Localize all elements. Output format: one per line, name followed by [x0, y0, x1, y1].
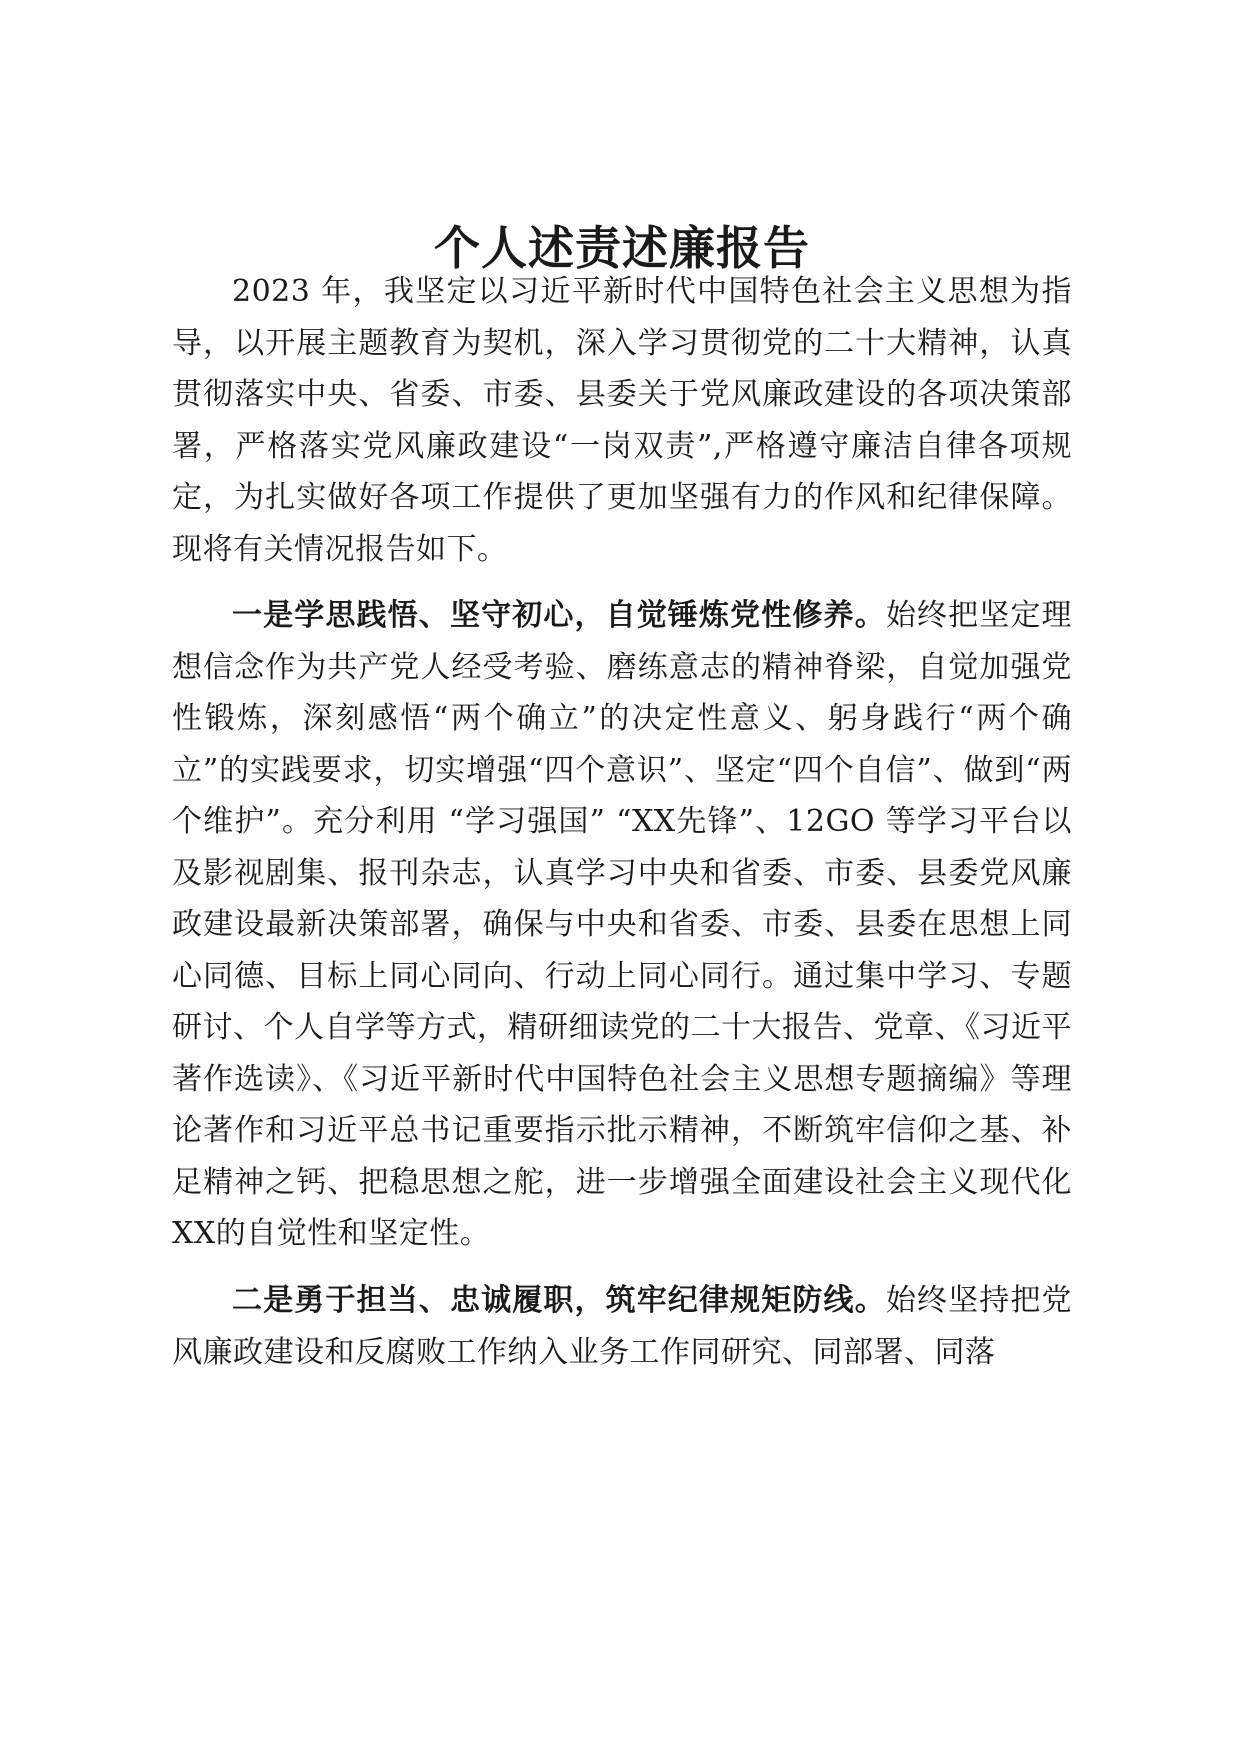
- document-title: 个人述责述廉报告: [434, 221, 810, 275]
- section-two-paragraph: [172, 1275, 1072, 1378]
- intro-paragraph: 2023 年，我坚定以习近平新时代中国特色社会主义思想为指导，以开展主题教育为契机，深入学习贯彻党的二十大精神，认真贯彻落实中央、省委、市委、县委关于党风廉政建设的各项决策部署，严格落实党风廉政建设“一岗双责”,严格遵守廉洁自律各项规定，为扎实做好各项工作提供了更加坚强有力的作风和纪律保障。现将有关情况报告如下。: [172, 274, 1072, 567]
- section-two-body: 始终坚持把党风廉政建设和反腐败工作纳入业务工作同研究、同部署、同落: [172, 1283, 1073, 1370]
- section-two-lead: 二是勇于担当、忠诚履职，筑牢纪律规矩防线。: [232, 1283, 886, 1318]
- section-one-lead: 一是学思践悟、坚守初心，自觉锤炼党性修养。: [232, 598, 886, 633]
- section-one-paragraph: [172, 590, 1072, 1260]
- section-one-body: 始终把坚定理想信念作为共产党人经受考验、磨练意志的精神脊梁，自觉加强党性锻炼，深刻感悟“两个确立”的决定性意义、躬身践行“两个确立”的实践要求，切实增强“四个意识”、坚定“四个自信”、做到“两个维护”。充分利用 “学习强国” “XX先锋”、12GO 等学习平台以及影视剧集、报刊杂志，认真学习中央和省委、市委、县委党风廉政建设最新决策部署，确保与中央和省委、市委、县委在思想上同心同德、目标上同心同向、行动上同心同行。通过集中学习、专题研讨、个人自学等方式，精研细读党的二十大报告、党章、《习近平著作选读》、《习近平新时代中国特色社会主义思想专题摘编》等理论著作和习近平总书记重要指示批示精神，不断筑牢信仰之基、补足精神之钙、把稳思想之舵，进一步增强全面建设社会主义现代化XX的自觉性和坚定性。: [172, 598, 1073, 1251]
- document-page: [172, 0, 1072, 1754]
